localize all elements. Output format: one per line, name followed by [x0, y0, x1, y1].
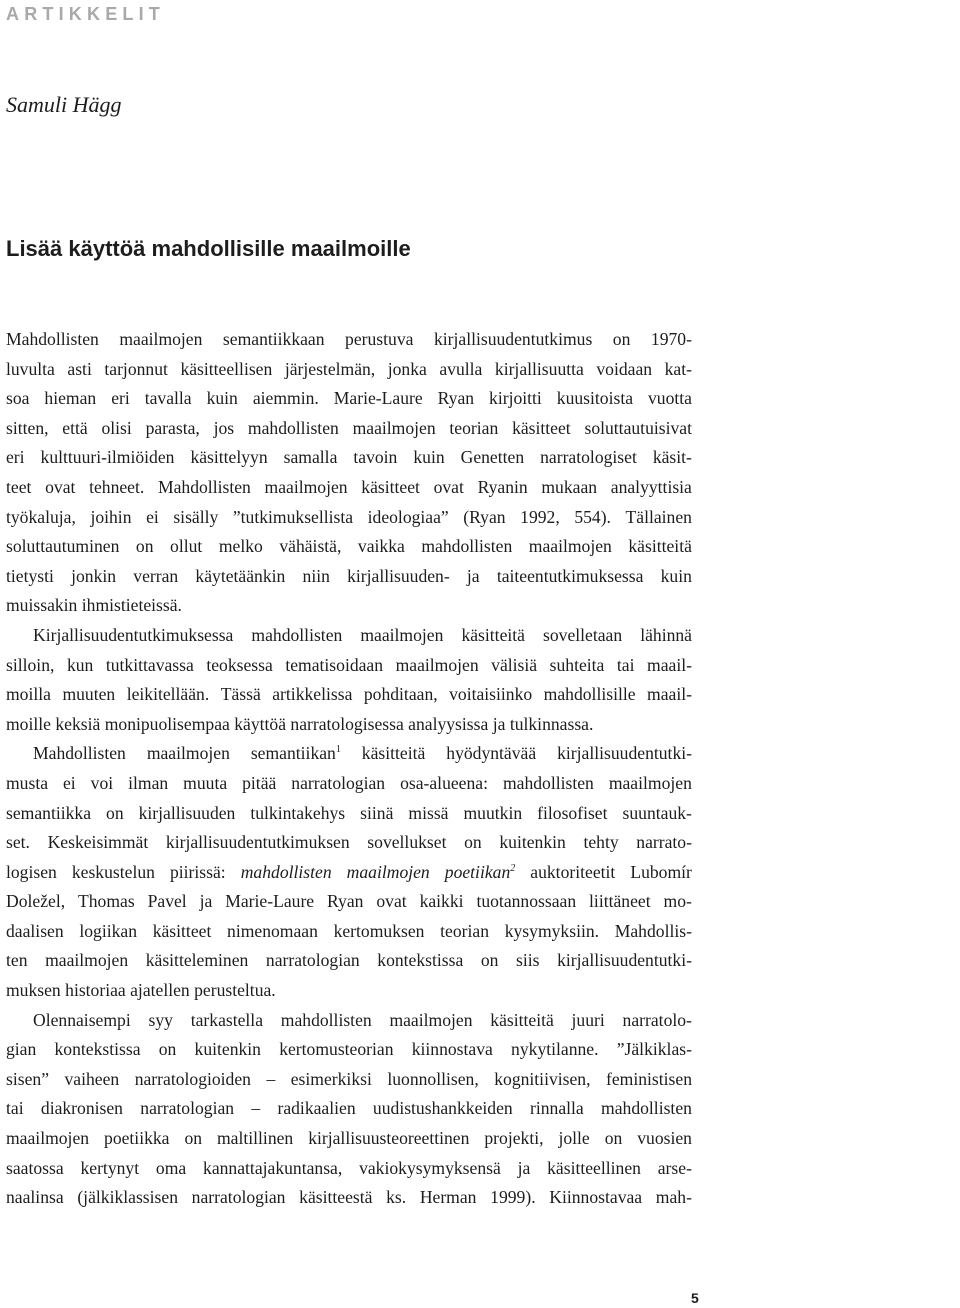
word: nykytilanne. — [511, 1039, 599, 1060]
word: kaikki — [419, 891, 464, 912]
word: Tässä — [220, 684, 261, 705]
word: ei — [63, 772, 76, 793]
word: feministisen — [605, 1068, 692, 1089]
word: avulla — [439, 358, 483, 379]
word: ollut — [170, 536, 203, 557]
word: tuotannossaan — [476, 891, 577, 912]
text-line — [6, 414, 692, 444]
word: Mahdollisten — [157, 476, 251, 497]
word: maailmojen — [389, 1009, 473, 1030]
word: maailmojen — [119, 329, 203, 349]
word: maailmojen — [45, 950, 129, 971]
word: tarjonnut — [104, 358, 168, 379]
word: ovat — [376, 891, 407, 912]
word: kertomuksen — [333, 920, 425, 941]
word: ovat — [433, 476, 464, 497]
word: Herman — [419, 1187, 477, 1208]
word: tulkintakehys — [250, 802, 346, 823]
word: narratologian — [191, 1187, 286, 1208]
word: käsitteet — [512, 417, 571, 438]
word: esimerkiksi — [290, 1068, 372, 1089]
word: jonka — [387, 358, 427, 379]
word: käsitteet — [152, 920, 212, 941]
text-line — [6, 1065, 692, 1095]
word: kirjallisuudentutkimus — [433, 329, 593, 349]
text-line — [6, 621, 692, 651]
word: ja — [199, 891, 213, 912]
word: (jälkiklassisen — [77, 1187, 178, 1208]
word: melko — [218, 536, 263, 557]
word: luonnollisen, — [387, 1068, 479, 1089]
word: on — [480, 950, 499, 971]
word: narrato- — [636, 832, 692, 853]
word: tehneet. — [89, 476, 145, 497]
word: tulkinnassa. — [509, 713, 594, 734]
word: hyödyntävää — [446, 743, 537, 764]
word: Keskeisimmät — [47, 832, 149, 853]
word: tai — [616, 654, 635, 675]
word: ajatellen — [130, 980, 195, 1001]
word: osa-alueena: — [400, 772, 488, 793]
word: välisiä — [491, 654, 538, 675]
word: diakronisen — [40, 1098, 123, 1119]
word: aiemmin. — [252, 388, 319, 409]
word: Olennaisempi — [33, 1009, 131, 1030]
word: projekti, — [484, 1128, 544, 1149]
word: käsitteleminen — [145, 950, 249, 971]
article-body — [6, 325, 692, 1213]
word: pitää — [242, 772, 277, 793]
word: narratologisessa — [290, 713, 409, 734]
word: sisen” — [6, 1068, 49, 1089]
word: tavalla — [144, 388, 192, 409]
word: analyysissa — [408, 713, 493, 734]
word: maailmojen — [528, 536, 612, 557]
article-title: Lisää käyttöä mahdollisille maailmoille — [6, 236, 411, 261]
word: Mahdollisten — [33, 743, 126, 764]
word: oma — [155, 1157, 187, 1178]
word: niin — [302, 565, 330, 586]
word: siinä — [360, 802, 394, 823]
word: piirissä: — [169, 861, 226, 882]
word: rinnalla — [529, 1098, 584, 1119]
text-line — [6, 976, 692, 1006]
word: ja — [466, 565, 480, 586]
word: ”Jälkiklas- — [616, 1039, 692, 1060]
word: ihmistieteissä. — [81, 595, 182, 616]
word: järjestelmän, — [284, 358, 376, 379]
text-line — [6, 1006, 692, 1036]
word: Mahdollis- — [614, 920, 692, 941]
word: mahdollisten — [240, 861, 332, 882]
word: syy — [148, 1009, 173, 1030]
word: kirjallisuuden — [138, 802, 236, 823]
word: mahdollisten — [601, 1098, 692, 1119]
word: samalla — [283, 447, 338, 468]
word: tarkastella — [190, 1009, 264, 1030]
word: narratologiset — [540, 447, 637, 468]
word: kat- — [664, 358, 692, 379]
word: käytetäänkin — [195, 565, 286, 586]
word: teorian — [440, 920, 490, 941]
word: lähinnä — [640, 624, 692, 645]
word: poetiikka — [104, 1128, 170, 1149]
word: vuosien — [637, 1128, 692, 1149]
word: luvulta — [6, 358, 55, 379]
author-name: Samuli Hägg — [6, 92, 122, 117]
text-line — [6, 828, 692, 858]
word: muuta — [183, 772, 228, 793]
word: auktoriteetit — [530, 861, 616, 882]
word: kontekstissa — [54, 1039, 141, 1060]
word: käsitteitä — [490, 1009, 554, 1030]
word: Ryan — [437, 388, 475, 409]
word: voi — [90, 772, 114, 793]
word: narratologian — [291, 772, 386, 793]
word: leikitellään. — [126, 684, 210, 705]
word: vaiheen — [64, 1068, 120, 1089]
word: parasta, — [145, 417, 200, 438]
word: semantiikkaan — [222, 329, 325, 349]
word: liittäneet — [589, 891, 651, 912]
word: sovellukset — [367, 832, 447, 853]
word: Ryanin — [477, 476, 528, 497]
word: käsitteitä — [461, 624, 525, 645]
text-line — [6, 384, 692, 414]
word: käsitteitä — [628, 536, 692, 557]
word: maailmojen — [346, 861, 430, 882]
word: mahdollisten — [421, 536, 513, 557]
word: ja — [517, 1157, 531, 1178]
word: käsittelyyn — [190, 447, 268, 468]
word: Marie-Laure — [333, 388, 423, 409]
word: maltillinen — [217, 1128, 294, 1149]
word: ja — [492, 713, 510, 734]
text-line — [6, 443, 692, 473]
word: on — [135, 536, 154, 557]
footnote-marker[interactable]: 1 — [335, 744, 341, 756]
word: daalisen — [6, 920, 64, 941]
word: eri — [111, 388, 130, 409]
text-line — [6, 1154, 692, 1184]
word: kuin — [206, 388, 238, 409]
word: teet — [6, 476, 32, 497]
word: kontekstissa — [377, 950, 464, 971]
word: keksiä — [55, 713, 105, 734]
word: kuusitoista — [556, 388, 634, 409]
word: ilman — [128, 772, 169, 793]
text-line — [6, 739, 692, 769]
word: kuin — [413, 447, 445, 468]
word: muutkin — [463, 802, 523, 823]
word: teorian — [449, 417, 499, 438]
word: radikaalien — [277, 1098, 356, 1119]
word: verran — [133, 565, 179, 586]
word: on — [158, 1039, 177, 1060]
word: ei — [146, 506, 159, 527]
word: saatossa — [6, 1157, 64, 1178]
word: Doležel, — [6, 891, 66, 912]
word: ”tutkimuksellista — [232, 506, 354, 527]
word: ks. — [386, 1187, 407, 1208]
word: kuitenkin — [194, 1039, 261, 1060]
word: joihin — [90, 506, 132, 527]
word: maailmojen — [395, 654, 479, 675]
word: historiaa — [65, 980, 131, 1001]
word: taiteentutkimuksessa — [496, 565, 644, 586]
word: tavoin — [353, 447, 398, 468]
word: Marie-Laure — [225, 891, 315, 912]
word: jonkin — [71, 565, 117, 586]
word: siis — [516, 950, 540, 971]
word: vakiokysymyksensä — [359, 1157, 501, 1178]
text-line — [6, 799, 692, 829]
word: nimenomaan — [227, 920, 318, 941]
word: narratologioiden — [134, 1068, 251, 1089]
word: mukaan — [541, 476, 598, 497]
word: suhteita — [549, 654, 605, 675]
text-line — [6, 710, 692, 740]
word: olisi — [101, 417, 132, 438]
text-line — [6, 887, 692, 917]
word: on — [612, 329, 631, 349]
word: jolle — [558, 1128, 590, 1149]
word: mahdollisten — [247, 417, 339, 438]
word: logiikan — [79, 920, 138, 941]
word: Mahdollisten — [6, 329, 99, 349]
text-line — [6, 946, 692, 976]
word: semantiikan$^1$ — [250, 743, 341, 764]
word: naalinsa — [6, 1187, 64, 1208]
word: muksen — [6, 980, 66, 1001]
text-line — [6, 769, 692, 799]
word: analyyttisia — [610, 476, 692, 497]
word: poetiikan$^2$ — [444, 861, 516, 882]
word: perustuva — [345, 329, 414, 349]
word: työkaluja, — [6, 506, 76, 527]
word: uudistushankkeiden — [372, 1098, 513, 1119]
word: gian — [6, 1039, 37, 1060]
word: kun — [66, 654, 94, 675]
word: että — [62, 417, 88, 438]
word: muuten — [62, 684, 116, 705]
word: Kiinnostavaa — [549, 1187, 643, 1208]
word: mahdollisille — [543, 684, 636, 705]
word: Thomas — [78, 891, 135, 912]
word: on — [464, 832, 482, 853]
word: set. — [6, 832, 30, 853]
word: logisen — [6, 861, 57, 882]
text-line — [6, 591, 692, 621]
text-line — [6, 473, 692, 503]
word: kertomusteorian — [279, 1039, 394, 1060]
word: 1992, — [520, 506, 560, 527]
word: moilla — [6, 684, 51, 705]
word: maailmojen — [264, 476, 348, 497]
word: musta — [6, 772, 49, 793]
word: kulttuuri-ilmiöiden — [40, 447, 175, 468]
word: kirjoitti — [489, 388, 542, 409]
word: semantiikka — [6, 802, 92, 823]
word: vähäistä, — [279, 536, 342, 557]
footnote-marker[interactable]: 2 — [510, 862, 516, 874]
word: kirjallisuuden- — [347, 565, 450, 586]
word: sisälly — [173, 506, 219, 527]
word: voitaisiinko — [449, 684, 533, 705]
word: moille — [6, 713, 56, 734]
text-line — [6, 562, 692, 592]
word: silloin, — [6, 654, 55, 675]
word: ideologiaa” — [367, 506, 449, 527]
text-line — [6, 1124, 692, 1154]
text-line — [6, 858, 692, 888]
word: keskustelun — [71, 861, 155, 882]
word: maailmojen — [352, 417, 436, 438]
word: maail- — [647, 654, 692, 675]
text-line — [6, 1183, 692, 1213]
word: Pavel — [147, 891, 187, 912]
word: mah- — [655, 1187, 692, 1208]
word: käsit- — [652, 447, 692, 468]
word: soluttautuisivat — [584, 417, 692, 438]
word: – — [266, 1068, 276, 1089]
word: käsitteet — [361, 476, 420, 497]
word: Ryan — [327, 891, 364, 912]
word: kuin — [660, 565, 692, 586]
word: suuntauk- — [622, 802, 692, 823]
word: soa — [6, 388, 30, 409]
word: filosofiset — [537, 802, 608, 823]
word: pohditaan, — [363, 684, 438, 705]
word: 554). — [574, 506, 611, 527]
word: käsitteitä — [361, 743, 426, 764]
word: mahdollisten — [280, 1009, 372, 1030]
word: sitten, — [6, 417, 49, 438]
word: tietysti — [6, 565, 54, 586]
word: mahdollisten — [502, 772, 594, 793]
word: on — [184, 1128, 203, 1149]
word: kertynyt — [80, 1157, 140, 1178]
word: maailmojen — [608, 772, 692, 793]
word: on — [106, 802, 124, 823]
word: tutkittavassa — [105, 654, 194, 675]
word: kirjallisuudentutkimuksen — [165, 832, 350, 853]
word: kiinnostava — [411, 1039, 493, 1060]
word: maail- — [647, 684, 692, 705]
word: kirjallisuudentutki- — [557, 743, 692, 764]
word: monipuolisempaa — [104, 713, 235, 734]
word: voidaan — [596, 358, 653, 379]
text-line — [6, 355, 692, 385]
word: kirjallisuutta — [494, 358, 584, 379]
word: on — [604, 1128, 623, 1149]
word: Kirjallisuudentutkimuksessa — [33, 624, 234, 645]
word: soluttautuminen — [6, 536, 120, 557]
word: eri — [6, 447, 25, 468]
word: käyttöä — [234, 713, 291, 734]
word: tehty — [583, 832, 619, 853]
word: maailmojen — [360, 624, 444, 645]
text-line — [6, 532, 692, 562]
word: sovelletaan — [543, 624, 623, 645]
section-label: ARTIKKELIT — [6, 4, 165, 24]
word: käsitteellinen — [547, 1157, 641, 1178]
word: käsitteellisen — [180, 358, 273, 379]
word: vaikka — [357, 536, 405, 557]
text-line — [6, 325, 692, 355]
word: Tällainen — [625, 506, 692, 527]
word: – — [251, 1098, 261, 1119]
word: maailmojen — [146, 743, 230, 764]
word: tematisoidaan — [285, 654, 384, 675]
text-line — [6, 917, 692, 947]
text-line — [6, 1035, 692, 1065]
word: narratolo- — [622, 1009, 692, 1030]
word: narratologian — [265, 950, 360, 971]
word: arse- — [657, 1157, 692, 1178]
word: kognitiivisen, — [494, 1068, 591, 1089]
word: mo- — [663, 891, 692, 912]
word: (Ryan — [463, 506, 506, 527]
word: tai — [6, 1098, 24, 1119]
word: 1970- — [650, 329, 692, 349]
word: hieman — [44, 388, 97, 409]
word: mahdollisten — [251, 624, 343, 645]
word: käsitteestä — [299, 1187, 373, 1208]
word: Lubomír — [630, 861, 692, 882]
text-line — [6, 651, 692, 681]
word: teoksessa — [206, 654, 273, 675]
page-number: 5 — [691, 1290, 699, 1306]
word: Genetten — [460, 447, 525, 468]
word: perusteltua. — [194, 980, 276, 1001]
word: muissakin — [6, 595, 82, 616]
word: kannattajakuntansa, — [203, 1157, 343, 1178]
word: kirjallisuudentutki- — [557, 950, 692, 971]
word: maailmojen — [6, 1128, 90, 1149]
word: vuotta — [648, 388, 692, 409]
word: narratologian — [140, 1098, 235, 1119]
text-line — [6, 503, 692, 533]
text-line — [6, 1094, 692, 1124]
word: 1999). — [490, 1187, 536, 1208]
word: kirjallisuusteoreettinen — [308, 1128, 470, 1149]
word: jos — [213, 417, 235, 438]
word: asti — [67, 358, 92, 379]
word: kysymyksiin. — [504, 920, 600, 941]
word: kuitenkin — [499, 832, 566, 853]
word: missä — [408, 802, 449, 823]
word: ovat — [45, 476, 76, 497]
word: juuri — [571, 1009, 605, 1030]
text-line — [6, 680, 692, 710]
word: ten — [6, 950, 28, 971]
word: artikkelissa — [272, 684, 353, 705]
